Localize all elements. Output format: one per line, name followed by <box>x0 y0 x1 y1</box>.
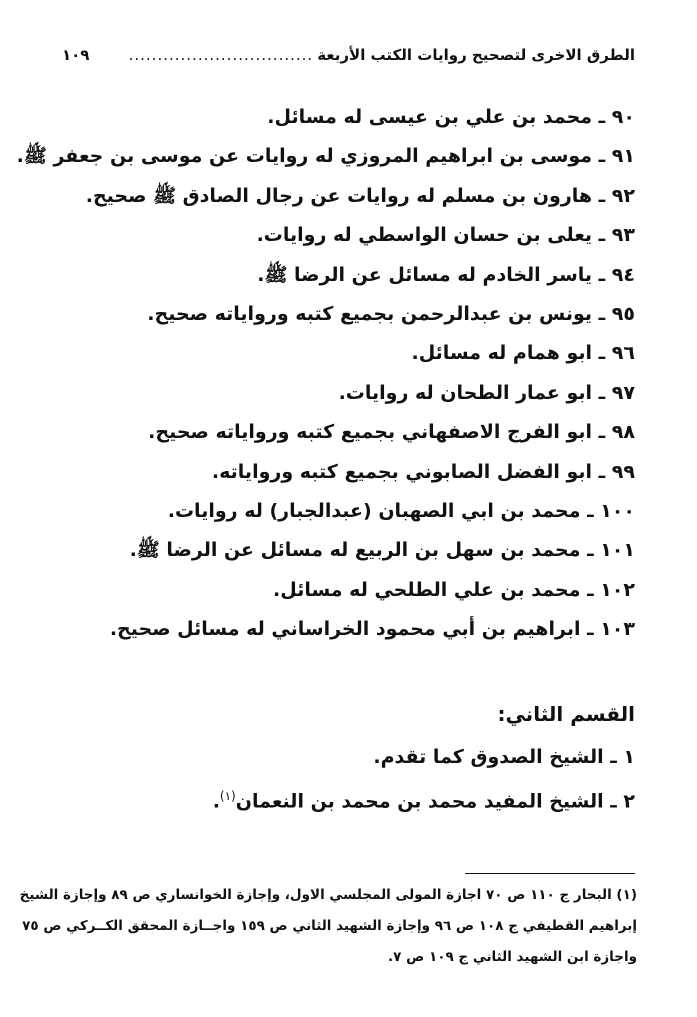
list-item: ١٠٠ ـ محمد بن ابي الصهبان (عبدالجبار) له روايات. <box>167 499 635 522</box>
list-item-text: ٢ ـ الشيخ المفيد محمد بن محمد بن النعمان <box>235 790 635 813</box>
section-heading: القسم الثاني: <box>497 702 635 726</box>
list-item: ٩٦ ـ ابو همام له مسائل. <box>411 342 635 365</box>
list-item: ١ ـ الشيخ الصدوق كما تقدم. <box>373 746 635 768</box>
section-two-list <box>40 738 635 816</box>
list-item-end: . <box>212 790 220 813</box>
list-item <box>40 777 635 816</box>
list-item: ٩١ ـ موسى بن ابراهيم المروزي له روايات عن موسى بن جعفر ﷺ. <box>16 145 635 168</box>
list-item: ١٠٢ ـ محمد بن علي الطلحي له مسائل. <box>273 578 635 601</box>
header-dot-leader: ................................ <box>128 46 314 64</box>
list-item: ٩٢ ـ هارون بن مسلم له روايات عن رجال الصادق ﷺ صحيح. <box>85 184 635 207</box>
footnote-reference[interactable]: (١) <box>219 789 236 803</box>
list-item: ١٠١ ـ محمد بن سهل بن الربيع له مسائل عن الرضا ﷺ. <box>129 539 635 562</box>
list-item: ٩٩ ـ ابو الفضل الصابوني بجميع كتبه ورواياته. <box>211 460 635 483</box>
list-item: ٩٨ ـ ابو الفرج الاصفهاني بجميع كتبه ورواياته صحيح. <box>148 421 635 444</box>
list-item: ٩٤ ـ ياسر الخادم له مسائل عن الرضا ﷺ. <box>257 263 635 286</box>
list-item: ٩٧ ـ ابو عمار الطحان له روايات. <box>338 381 635 404</box>
footnote-divider <box>465 873 635 874</box>
running-header <box>62 46 635 74</box>
page-number: ١٠٩ <box>62 46 90 64</box>
list-item: ٩٥ ـ يونس بن عبدالرحمن بجميع كتبه ورواياته صحيح. <box>147 302 635 325</box>
header-title: الطرق الاخرى لتصحيح روايات الكتب الأربعة <box>317 46 635 64</box>
list-item: ٩٠ ـ محمد بن علي بن عيسى له مسائل. <box>267 106 635 128</box>
footnote-line: (١) البحار ج ١١٠ ص ٧٠ اجازة المولى المجلسي الاول، وإجازة الخوانساري ص ٨٩ وإجازة الشيخ <box>19 887 637 903</box>
footnote-line: واجازة ابن الشهيد الثاني ج ١٠٩ ص ٧. <box>388 949 637 965</box>
footnote <box>19 880 637 973</box>
footnote-line: إبراهيم القطيفي ج ١٠٨ ص ٩٦ وإجازة الشهيد الثاني ص ١٥٩ واجــازة المحقق الكــركي ص ٧٥ <box>22 918 637 934</box>
narrators-list <box>16 98 635 649</box>
list-item: ٩٣ ـ يعلى بن حسان الواسطي له روايات. <box>256 224 635 247</box>
list-item: ١٠٣ ـ ابراهيم بن أبي محمود الخراساني له مسائل صحيح. <box>109 618 635 641</box>
